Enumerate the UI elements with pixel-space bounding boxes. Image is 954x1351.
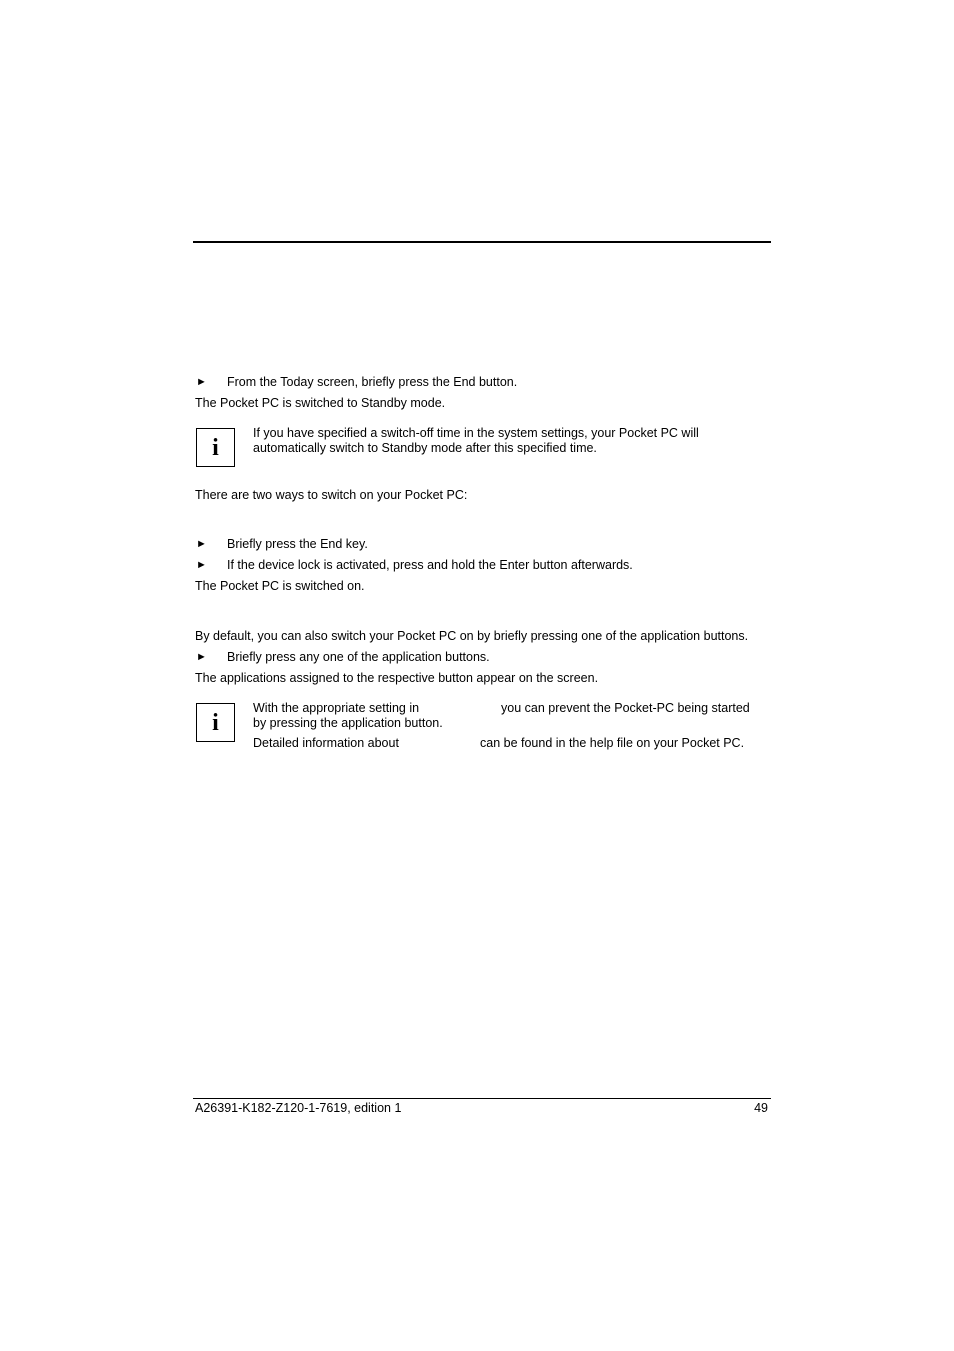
footer-rule — [193, 1098, 771, 1099]
standby-note-line-2: automatically switch to Standby mode after this specified time. — [253, 441, 597, 455]
switch-on-step-1: Briefly press the End key. — [227, 537, 368, 551]
bullet-arrow-icon: ► — [196, 538, 207, 550]
app-buttons-step-1: Briefly press any one of the application buttons. — [227, 650, 490, 664]
bullet-arrow-icon: ► — [196, 651, 207, 663]
app-note-line-3b: can be found in the help file on your Pocket PC. — [480, 736, 745, 750]
footer-doc-id: A26391-K182-Z120-1-7619, edition 1 — [195, 1101, 402, 1115]
footer-page-number: 49 — [754, 1101, 768, 1115]
app-note-line-2: by pressing the application button. — [253, 716, 443, 730]
app-note-line-1a: With the appropriate setting in — [253, 701, 420, 715]
standby-note-line-1: If you have specified a switch-off time in the system settings, your Pocket PC will — [253, 426, 699, 440]
app-note-line-1b: you can prevent the Pocket-PC being started — [501, 701, 750, 715]
switch-on-result: The Pocket PC is switched on. — [195, 579, 365, 593]
bullet-arrow-icon: ► — [196, 559, 207, 571]
bullet-arrow-icon: ► — [196, 376, 207, 388]
standby-step-1: From the Today screen, briefly press the End button. — [227, 375, 518, 389]
standby-result: The Pocket PC is switched to Standby mode. — [195, 396, 446, 410]
info-icon: i — [196, 703, 235, 742]
app-buttons-result: The applications assigned to the respective button appear on the screen. — [195, 671, 599, 685]
app-note-line-3a: Detailed information about — [253, 736, 399, 750]
header-rule — [193, 241, 771, 243]
switch-on-intro: There are two ways to switch on your Pocket PC: — [195, 488, 468, 502]
info-icon: i — [196, 428, 235, 467]
app-buttons-intro: By default, you can also switch your Pocket PC on by briefly pressing one of the application buttons. — [195, 629, 749, 643]
switch-on-step-2: If the device lock is activated, press and hold the Enter button afterwards. — [227, 558, 633, 572]
